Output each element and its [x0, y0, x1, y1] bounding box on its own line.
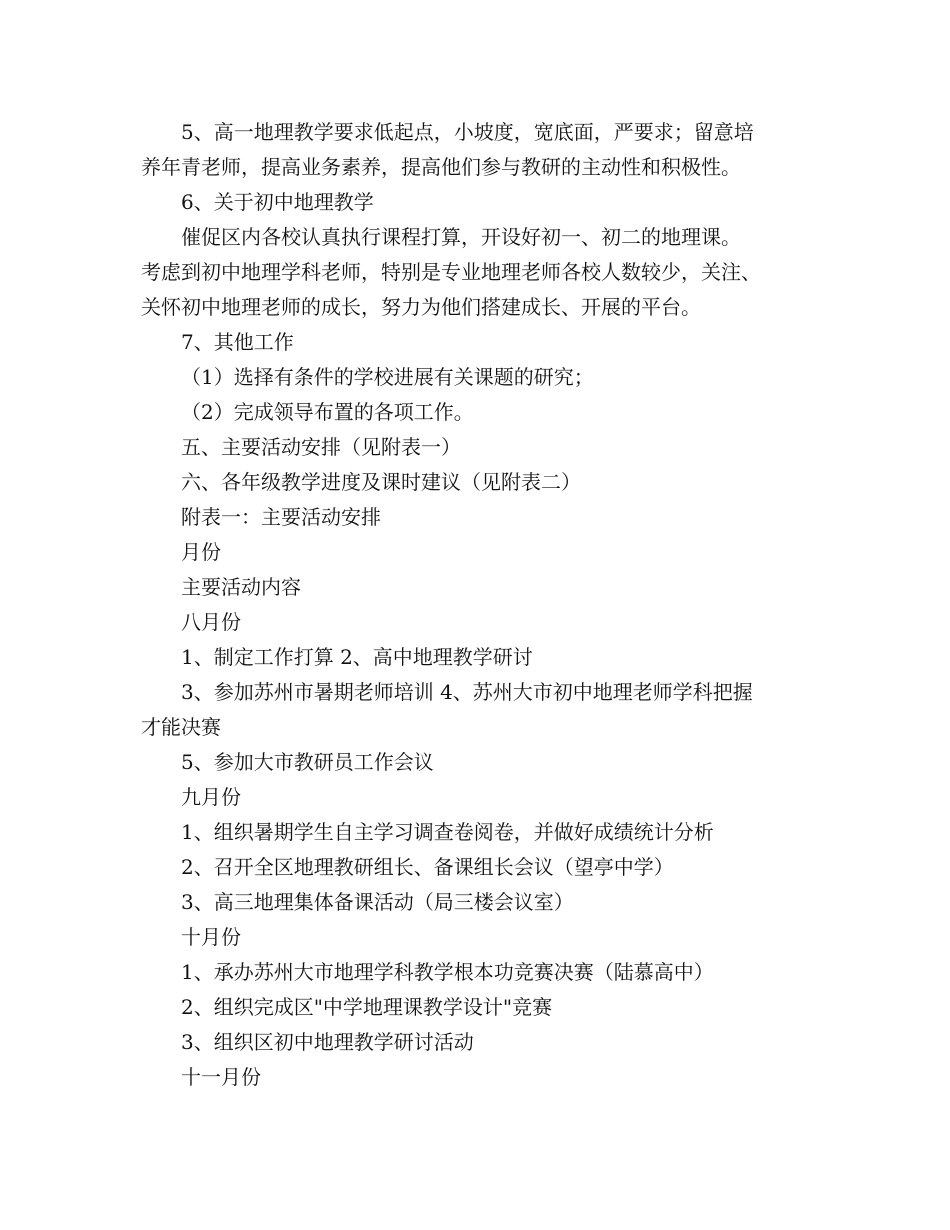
table-header-activity: 主要活动内容: [181, 575, 301, 599]
table-month: 十一月份: [181, 1065, 261, 1089]
paragraph-line: 养年青老师，提高业务素养，提高他们参与教研的主动性和积极性。: [141, 155, 741, 179]
paragraph-line: 关怀初中地理老师的成长，努力为他们搭建成长、开展的平台。: [141, 295, 701, 319]
list-item: （1）选择有条件的学校进展有关课题的研究；: [181, 365, 594, 389]
table-activity: 2、组织完成区"中学地理课教学设计"竞赛: [181, 995, 553, 1019]
section-heading: 五、主要活动安排（见附表一）: [181, 435, 461, 459]
table-title: 附表一：主要活动安排: [181, 505, 381, 529]
table-activity: 1、承办苏州大市地理学科教学根本功竞赛决赛（陆慕高中）: [181, 960, 714, 984]
table-month: 八月份: [181, 610, 241, 634]
table-activity: 2、召开全区地理教研组长、备课组长会议（望亭中学）: [181, 855, 674, 879]
list-item: （2）完成领导布置的各项工作。: [181, 400, 474, 424]
paragraph-line: 催促区内各校认真执行课程打算，开设好初一、初二的地理课。: [181, 225, 741, 249]
section-heading: 6、关于初中地理教学: [181, 190, 374, 214]
section-heading: 7、其他工作: [181, 330, 294, 354]
table-activity: 5、参加大市教研员工作会议: [181, 750, 434, 774]
table-activity: 3、参加苏州市暑期老师培训 4、苏州大市初中地理老师学科把握: [181, 680, 753, 704]
section-heading: 六、各年级教学进度及课时建议（见附表二）: [181, 470, 581, 494]
table-activity: 3、高三地理集体备课活动（局三楼会议室）: [181, 890, 574, 914]
table-activity: 3、组织区初中地理教学研讨活动: [181, 1030, 474, 1054]
table-header-month: 月份: [181, 540, 221, 564]
table-activity: 1、组织暑期学生自主学习调查卷阅卷，并做好成绩统计分析: [181, 820, 714, 844]
table-month: 九月份: [181, 785, 241, 809]
document-body: [141, 115, 821, 1095]
table-activity: 才能决赛: [141, 715, 221, 739]
table-activity: 1、制定工作打算 2、高中地理教学研讨: [181, 645, 533, 669]
paragraph-line: 5、高一地理教学要求低起点，小坡度，宽底面，严要求；留意培: [181, 120, 754, 144]
table-month: 十月份: [181, 925, 241, 949]
paragraph-line: 考虑到初中地理学科老师，特别是专业地理老师各校人数较少，关注、: [141, 260, 761, 284]
